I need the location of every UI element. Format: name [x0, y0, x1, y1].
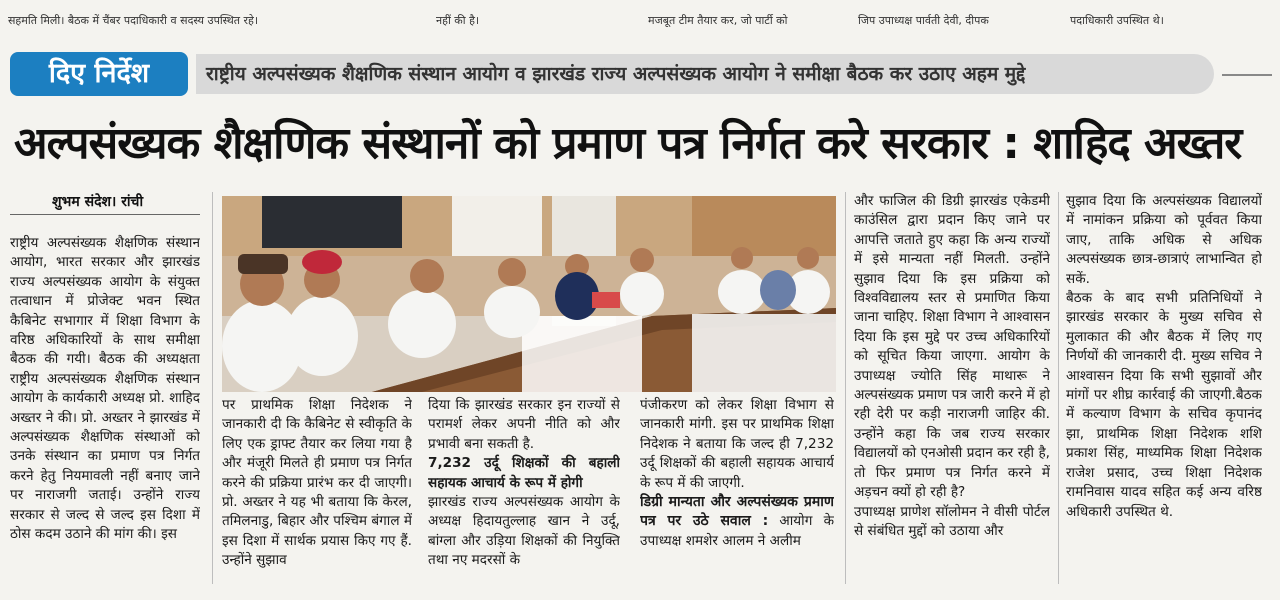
- strip-text-2: नहीं की है।: [436, 14, 480, 27]
- article-column-6: [1066, 192, 1262, 584]
- article-column-3: [428, 396, 620, 584]
- paragraph: और फाजिल की डिग्री झारखंड एकेडमी काउंसिल द्वारा प्रदान किए जाने पर आपत्ति जताते हुए कहा कि अन्य राज्यों में इसे मान्यता नहीं मिलती. उन्होंने सुझाव दिया कि इस प्रक्रिया को विश्वविद्यालय स्तर से प्रमाणित किया जाना चाहिए. शिक्षा विभाग ने आश्वासन दिया कि इस मुद्दे पर उच्च अधिकारियों को सूचित किया जाएगा. आयोग के उपाध्यक्ष ज्योति सिंह माथारू ने अल्पसंख्यक प्रमाण पत्र जारी करने में हो रही देरी पर कड़ी नाराजगी जाहिर की. उन्होंने कहा कि जब राज्य सरकार विद्यालयों को एनओसी प्रदान कर रही है, तो फिर प्रमाण पत्र निर्गत करने में अड़चन क्यों हो रही है?: [854, 193, 1050, 501]
- kicker-rule: [1222, 74, 1272, 76]
- column-divider: [1058, 192, 1059, 584]
- kicker-row: [10, 52, 1272, 98]
- paragraph: [640, 493, 834, 551]
- paragraph: बैठक के बाद सभी प्रतिनिधियों ने झारखंड सरकार के मुख्य सचिव से मुलाकात की और बैठक में लिए गए निर्णयों की जानकारी दी. मुख्य सचिव ने आश्वासन दिया कि सभी सुझावों और मांगों पर शीघ्र कार्रवाई की जाएगी.बैठक में कल्याण विभाग के सचिव कृपानंद झा, प्राथमिक शिक्षा निदेशक शशि प्रकाश सिंह, माध्यमिक शिक्षा निदेशक राजेश प्रसाद, उच्च शिक्षा निदेशक रामनिवास यादव सहित कई अन्य वरिष्ठ अधिकारी उपस्थित थे.: [1066, 290, 1262, 520]
- byline-rule: [10, 214, 200, 215]
- article-column-2: [222, 396, 412, 584]
- article-column-1: [10, 234, 200, 584]
- subheading: डिग्री मान्यता और अल्पसंख्यक प्रमाण पत्र पर उठे सवाल :: [640, 494, 834, 530]
- strip-text-1: सहमति मिली। बैठक में चैंबर पदाधिकारी व सदस्य उपस्थित रहे।: [8, 14, 259, 27]
- article-column-5: [854, 192, 1050, 584]
- paragraph: झारखंड राज्य अल्पसंख्यक आयोग के अध्यक्ष हिदायतुल्लाह खान ने उर्दू, बांग्ला और उड़िया शिक्षकों की नियुक्ति तथा नए मदरसों के: [428, 494, 620, 569]
- paragraph: सुझाव दिया कि अल्पसंख्यक विद्यालयों में नामांकन प्रक्रिया को पूर्ववत किया जाए, ताकि अधिक से अधिक अल्पसंख्यक छात्र-छात्राएं लाभान्वित हो सकें.: [1066, 193, 1262, 287]
- article-column-4: [640, 396, 834, 584]
- paragraph: दिया कि झारखंड सरकार इन राज्यों से परामर्श लेकर अपनी नीति को और प्रभावी बना सकती है.: [428, 397, 620, 452]
- paragraph: उपाध्यक्ष प्राणेश सॉलोमन ने वीसी पोर्टल से संबंधित मुद्दों को उठाया और: [854, 503, 1050, 539]
- strip-text-3: मजबूत टीम तैयार कर, जो पार्टी को: [648, 14, 788, 27]
- column-divider: [845, 192, 846, 584]
- meeting-photo-illustration: [222, 196, 836, 392]
- previous-story-strip: [0, 0, 1280, 36]
- paragraph-text: आयोग के उपाध्यक्ष शमशेर आलम ने अलीम: [640, 513, 834, 549]
- meeting-photo: [222, 196, 836, 392]
- paragraph: पर प्राथमिक शिक्षा निदेशक ने जानकारी दी कि कैबिनेट से स्वीकृति के लिए एक ड्राफ्ट तैयार कर लिया गया है और मंजूरी मिलते ही प्रमाण पत्र निर्गत करने की प्रक्रिया प्रारंभ कर दी जाएगी।प्रो. अख्तर ने यह भी बताया कि केरल, तमिलनाडु, बिहार और पश्चिम बंगाल में इस दिशा में सार्थक प्रयास किए गए हैं. उन्होंने सुझाव: [222, 397, 412, 569]
- paragraph: राष्ट्रीय अल्पसंख्यक शैक्षणिक संस्थान आयोग, भारत सरकार और झारखंड राज्य अल्पसंख्यक आयोग के संयुक्त तत्वाधान में प्रोजेक्ट भवन स्थित कैबिनेट सभागार में शिक्षा विभाग के वरिष्ठ अधिकारियों के साथ समीक्षा बैठक की गयी। बैठक की अध्यक्षता राष्ट्रीय अल्पसंख्यक शैक्षणिक संस्थान आयोग के कार्यकारी अध्यक्ष प्रो. शाहिद अख्तर ने की। प्रो. अख्तर ने झारखंड में अल्पसंख्यक शैक्षणिक संस्थाओं को उनके संस्थान का प्रमाण पत्र निर्गत करने हेतु नियमावली नहीं बनाए जाने पर नाराजगी जताई। उन्होंने राज्य सरकार से जल्द से जल्द इस दिशा में ठोस कदम उठाने की मांग की। इस: [10, 235, 200, 543]
- strip-text-4: जिप उपाध्यक्ष पार्वती देवी, दीपक: [858, 14, 989, 27]
- subheading: 7,232 उर्दू शिक्षकों की बहाली सहायक आचार्य के रूप में होगी: [428, 455, 620, 491]
- headline: अल्पसंख्यक शैक्षणिक संस्थानों को प्रमाण पत्र निर्गत करे सरकार : शाहिद अख्तर: [14, 118, 1242, 169]
- column-divider: [212, 192, 213, 584]
- kicker-text: राष्ट्रीय अल्पसंख्यक शैक्षणिक संस्थान आयोग व झारखंड राज्य अल्पसंख्यक आयोग ने समीक्षा बैठक कर उठाए अहम मुद्दे: [196, 54, 1214, 94]
- strip-text-5: पदाधिकारी उपस्थित थे।: [1070, 14, 1164, 27]
- paragraph: पंजीकरण को लेकर शिक्षा विभाग से जानकारी मांगी. इस पर प्राथमिक शिक्षा निदेशक ने बताया कि जल्द ही 7,232 उर्दू शिक्षकों की बहाली सहायक आचार्य के रूप में की जाएगी.: [640, 397, 834, 491]
- kicker-tag: दिए निर्देश: [10, 52, 188, 96]
- byline: शुभम संदेश। रांची: [52, 194, 144, 210]
